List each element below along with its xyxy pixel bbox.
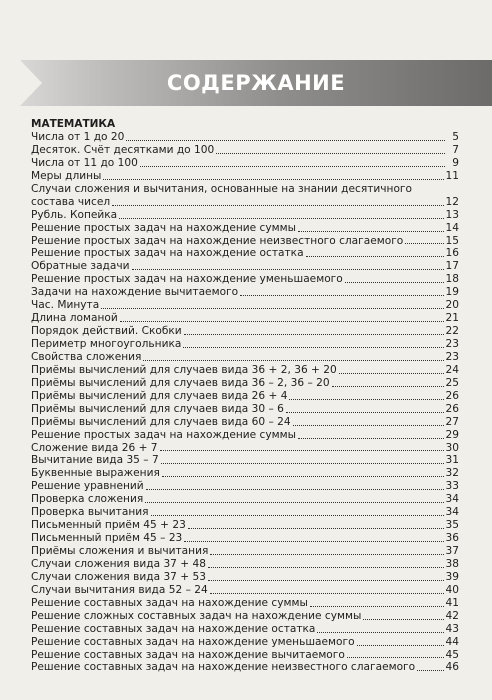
toc-entry-page: 41: [445, 596, 459, 609]
toc-entry-title: Решение уравнений: [31, 480, 144, 493]
toc-entry[interactable]: [31, 157, 459, 170]
toc-entry[interactable]: [31, 610, 459, 623]
toc-entry-page: 18: [445, 273, 459, 286]
toc-entry-title: Десяток. Счёт десятками до 100: [31, 143, 215, 156]
toc-entry[interactable]: [31, 390, 459, 403]
dot-leader: [339, 372, 444, 374]
toc-entry-page: 27: [445, 415, 459, 428]
toc-entry-page: 5: [452, 130, 459, 143]
toc-entry-page: 25: [445, 376, 459, 389]
toc-entry-page: 44: [445, 635, 459, 648]
toc-entry-page: 46: [445, 661, 459, 674]
toc-entry-page: 39: [445, 570, 459, 583]
toc-entry[interactable]: [31, 144, 459, 157]
toc-entry-title: Решение простых задач на нахождение неизвестного слагаемого: [31, 234, 404, 247]
toc-entry-title: Приёмы вычислений для случаев вида 26 + 4: [31, 389, 288, 402]
toc-entry[interactable]: [31, 377, 459, 390]
toc-entry[interactable]: [31, 454, 459, 467]
toc-entry[interactable]: [31, 649, 459, 662]
toc-entry-page: 23: [445, 350, 459, 363]
section-title: МАТЕМАТИКА: [31, 118, 116, 130]
toc-entry-page: 30: [445, 441, 459, 454]
dot-leader: [208, 579, 444, 581]
toc-entry-page: 12: [445, 195, 459, 208]
toc-entry[interactable]: [31, 286, 459, 299]
toc-entry-title: Решение составных задач на нахождение суммы: [31, 596, 308, 609]
toc-entry-title: Решение составных задач на нахождение неизвестного слагаемого: [31, 661, 416, 674]
toc-entry[interactable]: [31, 584, 459, 597]
toc-entry-title: Приёмы вычислений для случаев вида 36 – 2, 36 – 20: [31, 376, 330, 389]
toc-entry[interactable]: [31, 183, 459, 209]
toc-entry-title: Периметр многоугольника: [31, 338, 182, 350]
toc-entry[interactable]: [31, 636, 459, 649]
dot-leader: [188, 527, 444, 529]
toc-entry[interactable]: [31, 325, 459, 338]
toc-entry[interactable]: [31, 545, 459, 558]
toc-entry-title: Решение сложных составных задач на нахождение суммы: [31, 609, 362, 622]
dot-leader: [146, 488, 444, 490]
toc-entry-page: 45: [445, 648, 459, 661]
toc-entry-page: 33: [445, 480, 459, 493]
dot-leader: [216, 152, 445, 154]
toc-entry-title: Приёмы вычислений для случаев вида 60 – 24: [31, 415, 291, 428]
dot-leader: [126, 139, 445, 141]
toc-entry[interactable]: [31, 364, 459, 377]
toc-entry-page: 26: [445, 402, 459, 415]
toc-entry[interactable]: [31, 623, 459, 636]
toc-entry[interactable]: [31, 416, 459, 429]
toc-entry-title: Случаи сложения и вычитания, основанные на знании десятичного: [31, 182, 412, 195]
toc-entry[interactable]: [31, 312, 459, 325]
toc-entry[interactable]: [31, 131, 459, 144]
toc-entry-title: Приёмы вычислений для случаев вида 36 + 2, 36 + 20: [31, 363, 337, 376]
toc-entry[interactable]: [31, 429, 459, 442]
toc-entry[interactable]: [31, 299, 459, 312]
toc-entry-page: 9: [452, 156, 459, 169]
dot-leader: [160, 449, 444, 451]
toc-entry-title: Письменный приём 45 + 23: [31, 519, 186, 532]
dot-leader: [132, 268, 444, 270]
page-title: СОДЕРЖАНИЕ: [166, 71, 346, 95]
toc-entry[interactable]: [31, 247, 459, 260]
dot-leader: [289, 398, 443, 400]
dot-leader: [143, 359, 443, 361]
table-of-contents: [31, 117, 459, 674]
dot-leader: [101, 307, 443, 309]
toc-entry-page: 22: [445, 325, 459, 338]
toc-entry[interactable]: [31, 661, 459, 674]
toc-entry-page: 42: [445, 609, 459, 622]
dot-leader: [210, 592, 444, 594]
dot-leader: [119, 217, 443, 219]
dot-leader: [347, 656, 444, 658]
toc-entry[interactable]: [31, 209, 459, 222]
toc-entry[interactable]: [31, 260, 459, 273]
toc-entry-page: 15: [445, 234, 459, 247]
toc-entry-page: 21: [445, 312, 459, 325]
toc-entry[interactable]: [31, 493, 459, 506]
toc-entry[interactable]: [31, 558, 459, 571]
toc-entry-page: 43: [445, 622, 459, 635]
toc-entry-title: Приёмы вычислений для случаев вида 30 – 6: [31, 402, 284, 415]
toc-entry-title: Случаи сложения вида 37 + 53: [31, 570, 207, 583]
dot-leader: [357, 644, 444, 646]
toc-entry-title: Решение простых задач на нахождение суммы: [31, 221, 296, 234]
toc-entry-page: 19: [445, 286, 459, 299]
dot-leader: [103, 178, 443, 180]
dot-leader: [363, 618, 443, 620]
toc-entry-title: Решение простых задач на нахождение остатка: [31, 247, 304, 260]
toc-entry-title: Случаи сложения вида 37 + 48: [31, 557, 207, 570]
toc-entry-page: 34: [445, 506, 459, 519]
toc-entry-page: 29: [445, 428, 459, 441]
dot-leader: [417, 669, 443, 671]
dot-leader: [210, 553, 443, 555]
toc-entry-title: Приёмы сложения и вычитания: [31, 545, 209, 557]
toc-entry-title: Меры длины: [31, 169, 102, 182]
dot-leader: [310, 605, 444, 607]
toc-entry-page: 7: [452, 143, 459, 156]
toc-entry-page: 13: [445, 208, 459, 221]
dot-leader: [120, 320, 444, 322]
dot-leader: [298, 437, 444, 439]
toc-entry-page: 34: [445, 493, 459, 506]
toc-entry[interactable]: [31, 532, 459, 545]
toc-entry[interactable]: [31, 403, 459, 416]
toc-entry-page: 38: [445, 557, 459, 570]
header-banner: [20, 60, 492, 106]
toc-entry-page: 31: [445, 454, 459, 467]
toc-entry-title: Обратные задачи: [31, 260, 130, 273]
toc-entry-title: Длина ломаной: [31, 312, 118, 325]
dot-leader: [286, 411, 444, 413]
dot-leader: [405, 242, 443, 244]
dot-leader: [183, 346, 443, 348]
dot-leader: [140, 165, 445, 167]
dot-leader: [112, 204, 443, 206]
toc-entry[interactable]: [31, 338, 459, 351]
dot-leader: [332, 385, 444, 387]
toc-entries: [31, 131, 459, 674]
toc-entry-title: Сложение вида 26 + 7: [31, 441, 158, 454]
dot-leader: [208, 566, 444, 568]
dot-leader: [306, 255, 444, 257]
toc-entry-page: 20: [445, 299, 459, 312]
toc-entry-title: Числа от 1 до 20: [31, 130, 125, 143]
dot-leader: [184, 540, 443, 542]
toc-entry-title: Решение простых задач на нахождение суммы: [31, 428, 296, 441]
toc-entry-page: 16: [445, 247, 459, 260]
toc-entry[interactable]: [31, 519, 459, 532]
toc-entry-title: Решение составных задач на нахождение уменьшаемого: [31, 635, 355, 648]
toc-entry-title: Проверка вычитания: [31, 506, 149, 519]
toc-entry-title: Задачи на нахождение вычитаемого: [31, 286, 239, 299]
toc-entry-page: 11: [445, 169, 459, 182]
toc-entry-page: 14: [445, 221, 459, 234]
toc-entry-title: Порядок действий. Скобки: [31, 325, 182, 338]
toc-entry-title: Решение составных задач на нахождение вычитаемого: [31, 648, 345, 661]
toc-entry-title: Час. Минута: [31, 299, 100, 312]
toc-entry[interactable]: [31, 170, 459, 183]
toc-entry[interactable]: [31, 235, 459, 248]
toc-entry-page: 23: [445, 338, 459, 350]
toc-entry-page: 36: [445, 532, 459, 545]
toc-entry-title: Свойства сложения: [31, 350, 142, 363]
toc-entry[interactable]: [31, 571, 459, 584]
toc-entry-title: Решение составных задач на нахождение остатка: [31, 622, 316, 635]
toc-entry[interactable]: [31, 506, 459, 519]
toc-entry[interactable]: [31, 351, 459, 364]
toc-entry[interactable]: [31, 442, 459, 455]
toc-entry-title: Проверка сложения: [31, 493, 144, 506]
toc-entry-page: 24: [445, 363, 459, 376]
toc-entry-page: 35: [445, 519, 459, 532]
toc-entry-page: 26: [445, 389, 459, 402]
dot-leader: [184, 333, 444, 335]
toc-entry[interactable]: [31, 597, 459, 610]
dot-leader: [293, 424, 444, 426]
toc-entry-title: Вычитание вида 35 – 7: [31, 454, 159, 467]
toc-entry-title: Числа от 11 до 100: [31, 156, 138, 169]
toc-entry-title: Случаи вычитания вида 52 – 24: [31, 583, 208, 596]
toc-entry-title-continued: состава чисел: [31, 195, 111, 208]
dot-leader: [298, 230, 444, 232]
dot-leader: [317, 631, 443, 633]
toc-entry-title: Письменный приём 45 – 23: [31, 532, 183, 545]
toc-entry-page: 32: [445, 467, 459, 480]
toc-entry[interactable]: [31, 467, 459, 480]
toc-entry-title: Буквенные выражения: [31, 467, 160, 480]
dot-leader: [151, 514, 444, 516]
toc-entry[interactable]: [31, 273, 459, 286]
toc-entry-page: 40: [445, 583, 459, 596]
toc-entry-title: Рубль. Копейка: [31, 208, 118, 221]
dot-leader: [145, 501, 443, 503]
dot-leader: [162, 475, 444, 477]
dot-leader: [240, 294, 443, 296]
toc-entry[interactable]: [31, 480, 459, 493]
toc-entry[interactable]: [31, 222, 459, 235]
toc-entry-page: 17: [445, 260, 459, 273]
toc-entry-title: Решение простых задач на нахождение уменьшаемого: [31, 273, 343, 286]
dot-leader: [161, 462, 444, 464]
dot-leader: [345, 281, 444, 283]
toc-entry-page: 37: [445, 545, 459, 557]
